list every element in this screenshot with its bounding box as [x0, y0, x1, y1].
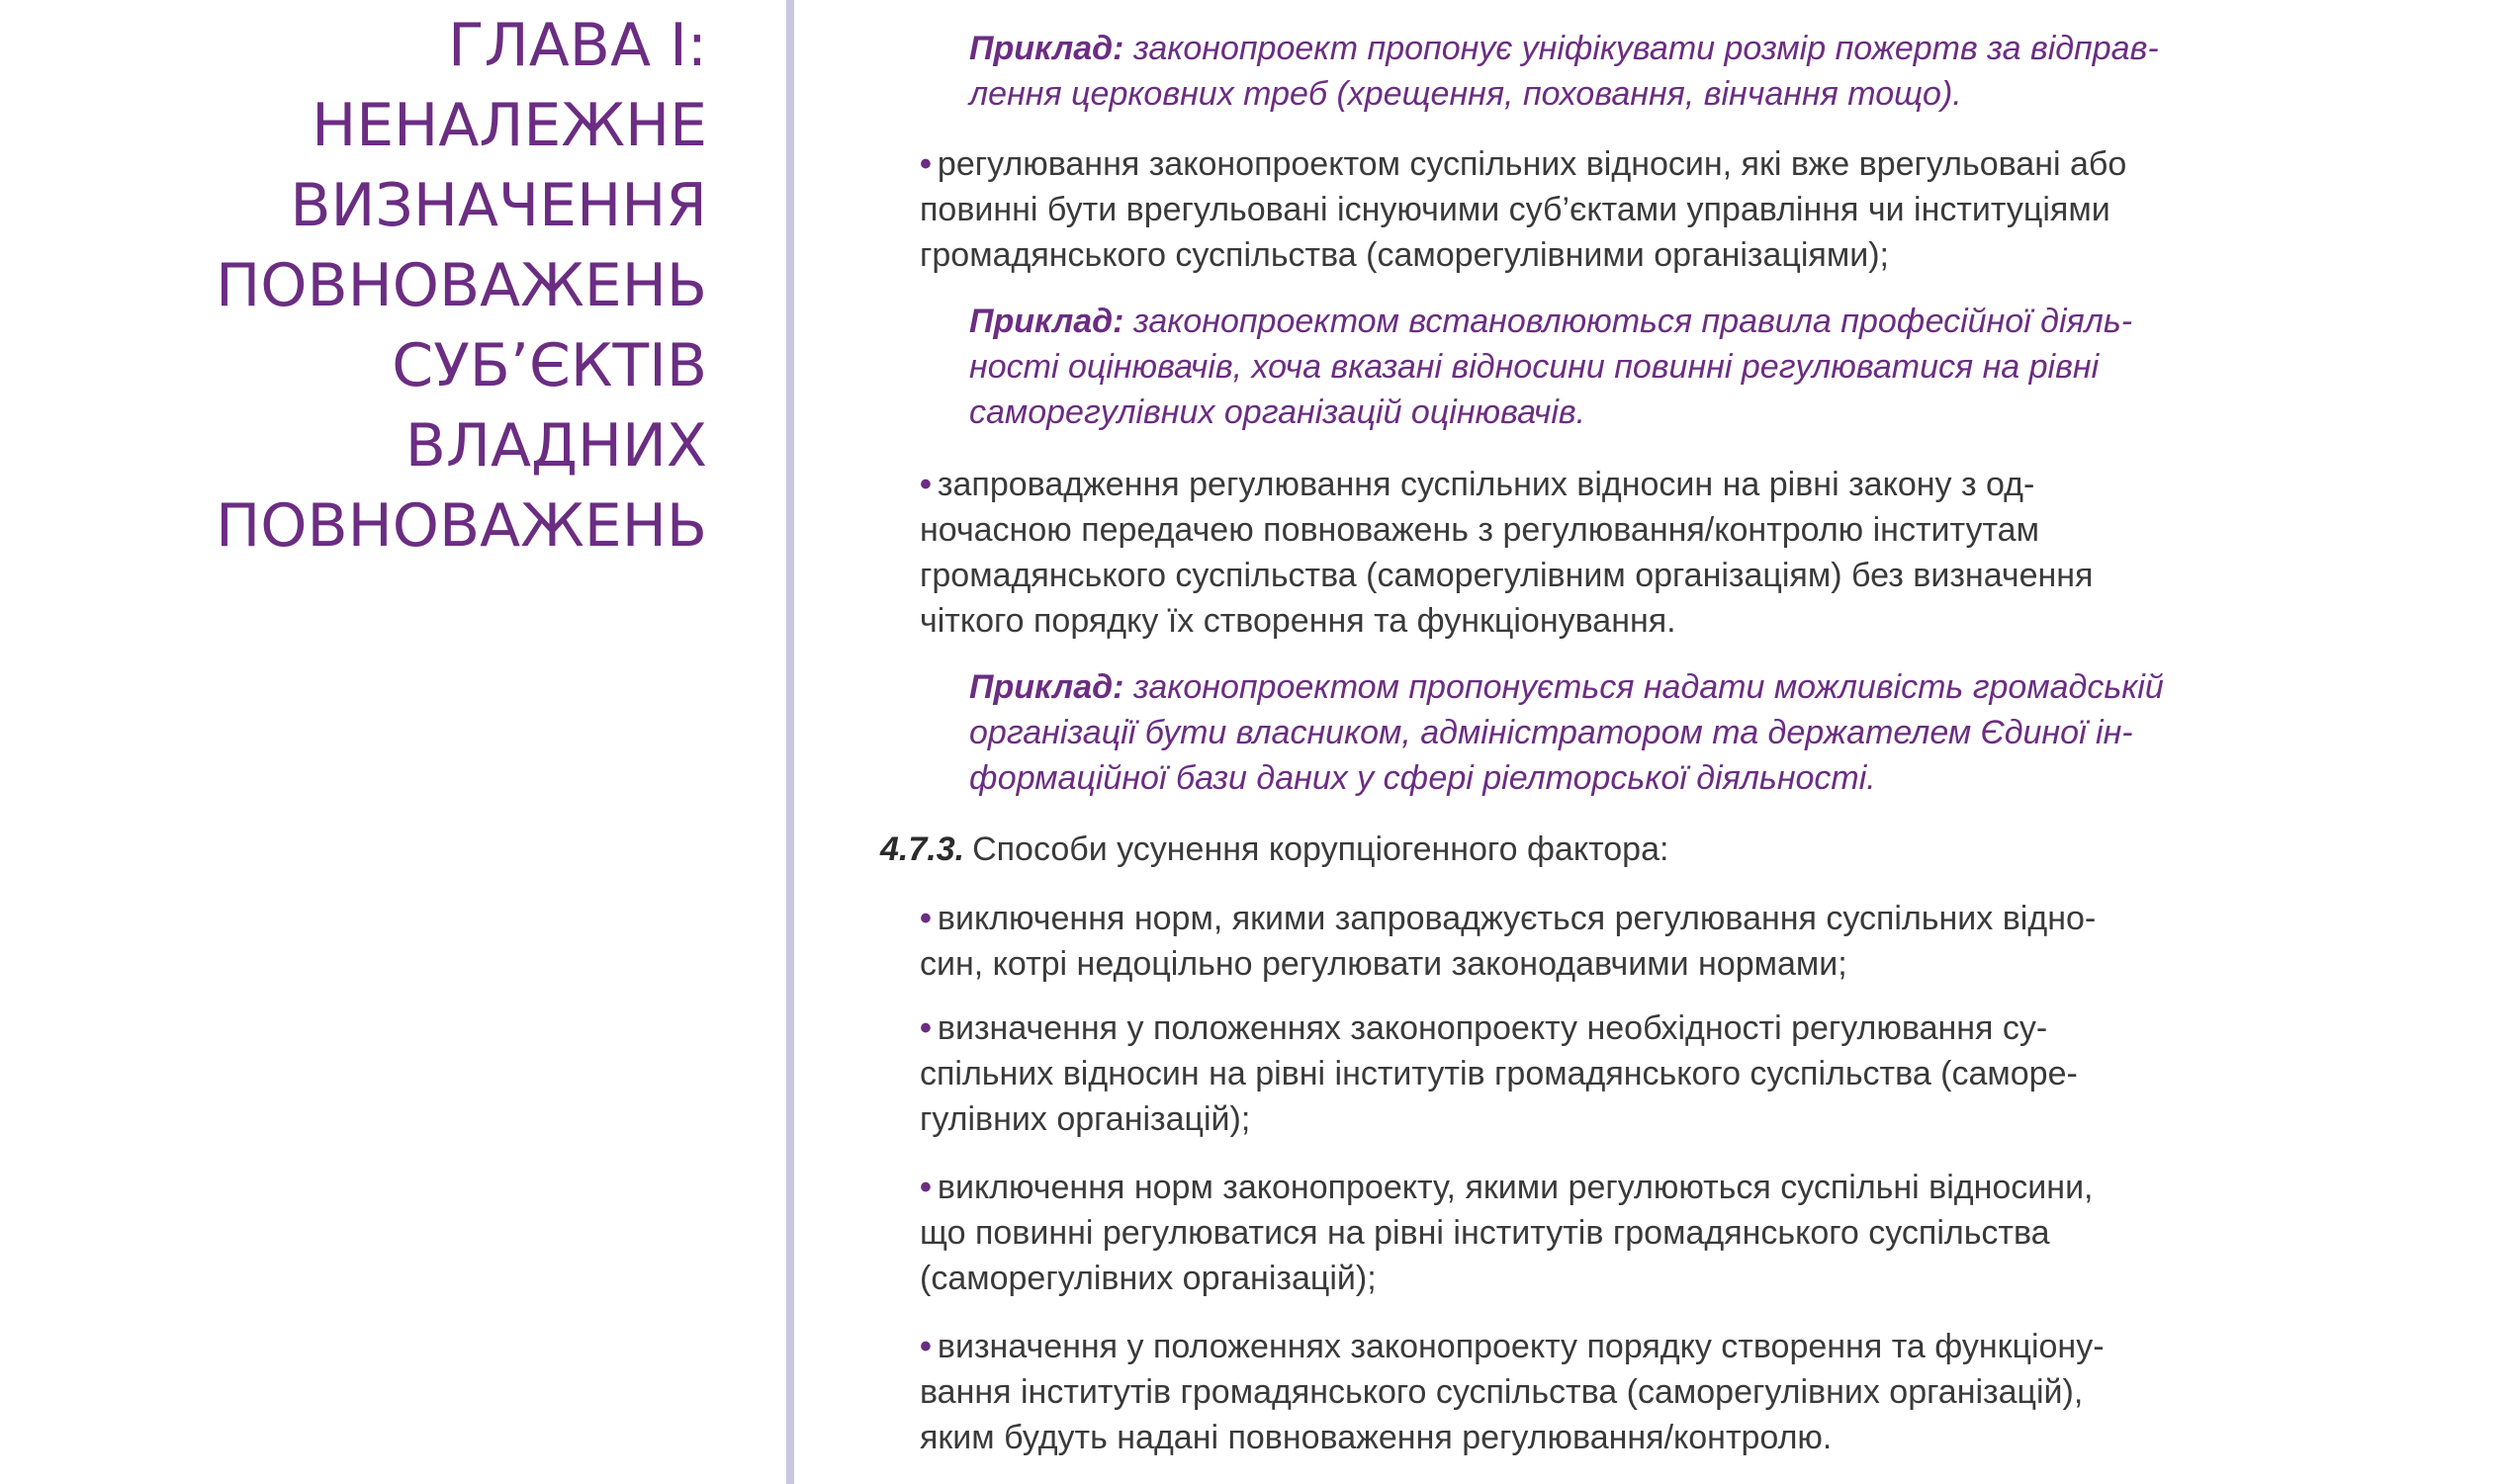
- list-item-text: визначення у положеннях законопроекту необхідності регулювання су-: [937, 1009, 2048, 1047]
- example-text: саморегулівних організацій оцінювачів.: [969, 393, 1586, 431]
- example-text: законопроектом пропонується надати можливість громадській: [1132, 668, 2164, 706]
- bullet-icon: •: [920, 1328, 932, 1365]
- list-item-text: гулівних організацій);: [920, 1100, 1251, 1138]
- list-item-text: громадянського суспільства (саморегулівним організаціям) без визначення: [920, 557, 2094, 594]
- bullet-icon: •: [920, 1009, 932, 1047]
- example-block: [969, 299, 2156, 435]
- chapter-title: [148, 6, 707, 567]
- vertical-divider: [786, 0, 794, 1484]
- list-item-text: громадянського суспільства (саморегулівними організаціями);: [920, 236, 1889, 274]
- list-item-text: спільних відносин на рівні інститутів громадянського суспільства (саморе-: [920, 1055, 2078, 1092]
- chapter-title-line: ГЛАВА І:: [448, 11, 707, 80]
- list-item-text: що повинні регулюватися на рівні інститутів громадянського суспільства: [920, 1214, 2050, 1252]
- list-item-text: чіткого порядку їх створення та функціонування.: [920, 602, 1676, 640]
- bullet-icon: •: [920, 466, 932, 503]
- list-item-text: вання інститутів громадянського суспільства (саморегулівних організацій),: [920, 1373, 2084, 1411]
- example-block: [969, 26, 2159, 117]
- section-heading: [880, 827, 2156, 872]
- chapter-title-line: НЕНАЛЕЖНЕ: [312, 91, 707, 160]
- example-text: організації бути власником, адміністратором та держателем Єдиної ін-: [969, 714, 2133, 751]
- list-item-text: ночасною передачею повноважень з регулювання/контролю інститутам: [920, 511, 2039, 549]
- section-number: 4.7.3.: [880, 830, 965, 868]
- list-item-text: запровадження регулювання суспільних відносин на рівні закону з од-: [937, 466, 2035, 503]
- bullet-icon: •: [920, 145, 932, 183]
- list-item: [920, 1165, 2156, 1301]
- example-label: Приклад:: [969, 668, 1124, 706]
- example-text: формаційної бази даних у сфері ріелторської діяльності.: [969, 759, 1876, 797]
- list-item-text: визначення у положеннях законопроекту порядку створення та функціону-: [937, 1328, 2105, 1365]
- list-item: [920, 1324, 2156, 1460]
- example-label: Приклад:: [969, 30, 1124, 67]
- list-item: [920, 141, 2156, 278]
- list-item: [920, 1005, 2156, 1142]
- section-title: Способи усунення корупціогенного фактора:: [972, 830, 1669, 868]
- bullet-icon: •: [920, 900, 932, 937]
- list-item-text: син, котрі недоцільно регулювати законодавчими нормами;: [920, 945, 1847, 983]
- chapter-title-line: ПОВНОВАЖЕНЬ: [216, 251, 707, 320]
- bullet-icon: •: [920, 1169, 932, 1206]
- example-text: законопроектом встановлюються правила професійної діяль-: [1132, 303, 2133, 340]
- list-item-text: (саморегулівних організацій);: [920, 1260, 1377, 1297]
- list-item: [920, 896, 2156, 987]
- example-text: лення церковних треб (хрещення, поховання, вінчання тощо).: [969, 75, 1962, 113]
- list-item-text: регулювання законопроектом суспільних відносин, які вже врегульовані або: [937, 145, 2127, 183]
- example-text: законопроект пропонує уніфікувати розмір пожертв за відправ-: [1132, 30, 2159, 67]
- list-item: [920, 462, 2156, 644]
- example-block: [969, 664, 2164, 801]
- list-item-text: яким будуть надані повноваження регулювання/контролю.: [920, 1419, 1833, 1456]
- chapter-title-line: ВИЗНАЧЕННЯ: [290, 171, 707, 240]
- chapter-title-line: СУБ’ЄКТІВ: [392, 331, 707, 400]
- list-item-text: виключення норм, якими запроваджується регулювання суспільних відно-: [937, 900, 2097, 937]
- chapter-title-line: ВЛАДНИХ: [404, 411, 707, 480]
- example-text: ності оцінювачів, хоча вказані відносини повинні регулюватися на рівні: [969, 348, 2100, 386]
- list-item-text: виключення норм законопроекту, якими регулюються суспільні відносини,: [937, 1169, 2094, 1206]
- example-label: Приклад:: [969, 303, 1124, 340]
- list-item-text: повинні бути врегульовані існуючими суб’єктами управління чи інституціями: [920, 191, 2110, 228]
- chapter-title-line: ПОВНОВАЖЕНЬ: [216, 491, 707, 561]
